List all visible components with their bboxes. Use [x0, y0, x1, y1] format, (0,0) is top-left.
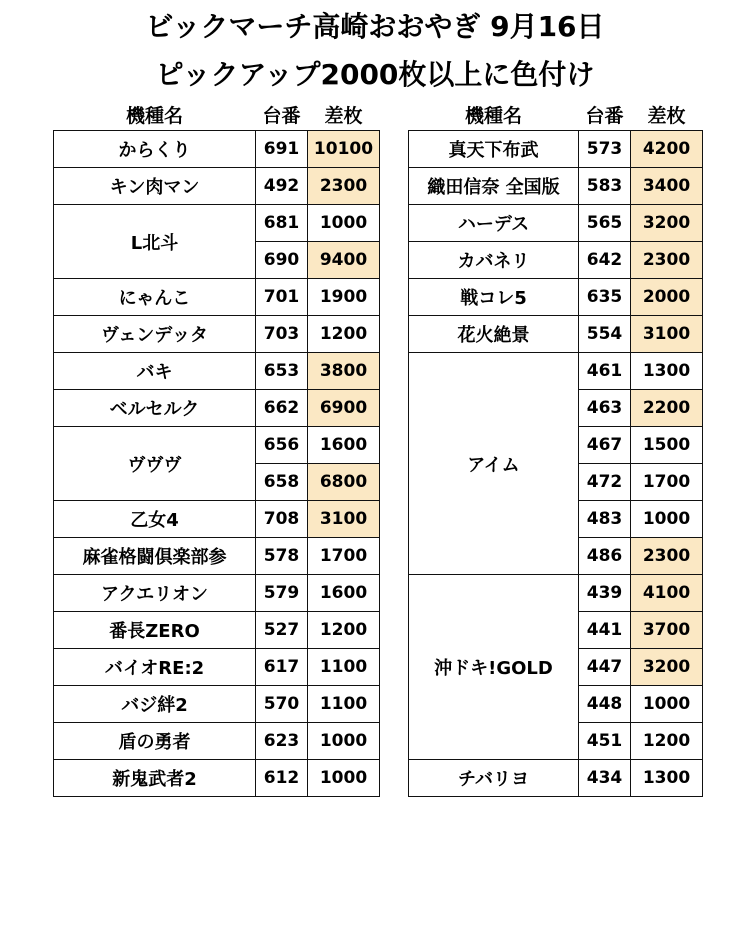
machine-name-cell: アクエリオン: [54, 575, 256, 612]
right-table: [408, 98, 703, 797]
unit-number-cell: 570: [256, 686, 308, 723]
unit-number-cell: 656: [256, 427, 308, 464]
unit-number-cell: 703: [256, 316, 308, 353]
unit-number-cell: 662: [256, 390, 308, 427]
header-machine: 機種名: [464, 104, 522, 127]
table-row: [409, 279, 703, 316]
unit-number-cell: 642: [579, 242, 631, 279]
machine-name-cell: 戦コレ5: [409, 279, 579, 316]
unit-number-cell: 492: [256, 168, 308, 205]
diff-cell: 10100: [308, 131, 380, 168]
table-row: [54, 168, 380, 205]
diff-cell: 1200: [308, 612, 380, 649]
unit-number-cell: 472: [579, 464, 631, 501]
diff-cell: 2300: [308, 168, 380, 205]
unit-number-cell: 447: [579, 649, 631, 686]
diff-cell: 6800: [308, 464, 380, 501]
diff-cell: 1200: [631, 723, 703, 760]
machine-name-cell: 新鬼武者2: [54, 760, 256, 797]
unit-number-cell: 701: [256, 279, 308, 316]
machine-name-cell: ヴェンデッタ: [54, 316, 256, 353]
header-row: [409, 98, 703, 131]
unit-number-cell: 448: [579, 686, 631, 723]
header-number: 台番: [585, 104, 624, 127]
machine-name-cell: 真天下布武: [409, 131, 579, 168]
diff-cell: 2300: [631, 242, 703, 279]
diff-cell: 1000: [308, 723, 380, 760]
machine-name-cell: キン肉マン: [54, 168, 256, 205]
table-row: [409, 131, 703, 168]
diff-cell: 1300: [631, 353, 703, 390]
unit-number-cell: 434: [579, 760, 631, 797]
table-row: [409, 205, 703, 242]
unit-number-cell: 527: [256, 612, 308, 649]
machine-name-cell: 盾の勇者: [54, 723, 256, 760]
table-row: [54, 205, 380, 242]
table-row: [54, 723, 380, 760]
unit-number-cell: 691: [256, 131, 308, 168]
machine-name-cell: 花火絶景: [409, 316, 579, 353]
machine-name-cell: バキ: [54, 353, 256, 390]
diff-cell: 1200: [308, 316, 380, 353]
machine-name-cell: アイム: [409, 353, 579, 575]
page-title: ビックマーチ高崎おおやぎ 9月16日: [145, 10, 605, 43]
diff-cell: 4100: [631, 575, 703, 612]
table-row: [54, 649, 380, 686]
diff-cell: 1600: [308, 575, 380, 612]
diff-cell: 3200: [631, 649, 703, 686]
unit-number-cell: 565: [579, 205, 631, 242]
left-table-body: [54, 131, 380, 797]
diff-cell: 1000: [308, 205, 380, 242]
table-row: [409, 242, 703, 279]
unit-number-cell: 583: [579, 168, 631, 205]
diff-cell: 2200: [631, 390, 703, 427]
diff-cell: 1100: [308, 686, 380, 723]
unit-number-cell: 486: [579, 538, 631, 575]
unit-number-cell: 623: [256, 723, 308, 760]
unit-number-cell: 467: [579, 427, 631, 464]
unit-number-cell: 635: [579, 279, 631, 316]
table-row: [54, 316, 380, 353]
diff-cell: 9400: [308, 242, 380, 279]
machine-name-cell: 麻雀格闘倶楽部参: [54, 538, 256, 575]
unit-number-cell: 441: [579, 612, 631, 649]
machine-name-cell: ヴヴヴ: [54, 427, 256, 501]
unit-number-cell: 463: [579, 390, 631, 427]
table-row: [409, 316, 703, 353]
unit-number-cell: 612: [256, 760, 308, 797]
diff-cell: 1000: [631, 686, 703, 723]
diff-cell: 3400: [631, 168, 703, 205]
machine-name-cell: L北斗: [54, 205, 256, 279]
header-diff: 差枚: [324, 104, 363, 127]
unit-number-cell: 483: [579, 501, 631, 538]
table-row: [54, 538, 380, 575]
table-row: [54, 686, 380, 723]
machine-name-cell: 織田信奈 全国版: [409, 168, 579, 205]
diff-cell: 1600: [308, 427, 380, 464]
table-row: [54, 501, 380, 538]
diff-cell: 3100: [308, 501, 380, 538]
unit-number-cell: 617: [256, 649, 308, 686]
diff-cell: 1900: [308, 279, 380, 316]
table-row: [54, 131, 380, 168]
right-table-body: [409, 131, 703, 797]
diff-cell: 2300: [631, 538, 703, 575]
table-row: [54, 353, 380, 390]
diff-cell: 1700: [631, 464, 703, 501]
unit-number-cell: 681: [256, 205, 308, 242]
unit-number-cell: 690: [256, 242, 308, 279]
diff-cell: 3100: [631, 316, 703, 353]
diff-cell: 1700: [308, 538, 380, 575]
header-diff: 差枚: [647, 104, 686, 127]
machine-name-cell: チバリヨ: [409, 760, 579, 797]
machine-name-cell: 乙女4: [54, 501, 256, 538]
machine-name-cell: 沖ドキ!GOLD: [409, 575, 579, 760]
page-subtitle: ピックアップ2000枚以上に色付け: [155, 58, 595, 91]
table-row: [54, 760, 380, 797]
diff-cell: 1500: [631, 427, 703, 464]
header-row: [54, 98, 380, 131]
diff-cell: 3200: [631, 205, 703, 242]
table-row: [409, 168, 703, 205]
left-table: [53, 98, 380, 797]
diff-cell: 1000: [308, 760, 380, 797]
machine-name-cell: バジ絆2: [54, 686, 256, 723]
machine-name-cell: バイオRE:2: [54, 649, 256, 686]
unit-number-cell: 554: [579, 316, 631, 353]
unit-number-cell: 573: [579, 131, 631, 168]
diff-cell: 1300: [631, 760, 703, 797]
unit-number-cell: 451: [579, 723, 631, 760]
diff-cell: 4200: [631, 131, 703, 168]
table-row: [54, 575, 380, 612]
table-row: [54, 427, 380, 464]
machine-name-cell: カバネリ: [409, 242, 579, 279]
table-row: [409, 760, 703, 797]
unit-number-cell: 708: [256, 501, 308, 538]
diff-cell: 1100: [308, 649, 380, 686]
unit-number-cell: 578: [256, 538, 308, 575]
diff-cell: 6900: [308, 390, 380, 427]
machine-name-cell: ハーデス: [409, 205, 579, 242]
machine-name-cell: にゃんこ: [54, 279, 256, 316]
machine-name-cell: からくり: [54, 131, 256, 168]
diff-cell: 1000: [631, 501, 703, 538]
header-machine: 機種名: [125, 104, 183, 127]
unit-number-cell: 653: [256, 353, 308, 390]
unit-number-cell: 461: [579, 353, 631, 390]
unit-number-cell: 439: [579, 575, 631, 612]
table-row: [54, 612, 380, 649]
table-row: [54, 390, 380, 427]
diff-cell: 3800: [308, 353, 380, 390]
unit-number-cell: 658: [256, 464, 308, 501]
diff-cell: 3700: [631, 612, 703, 649]
diff-cell: 2000: [631, 279, 703, 316]
machine-name-cell: 番長ZERO: [54, 612, 256, 649]
machine-name-cell: ベルセルク: [54, 390, 256, 427]
table-row: [54, 279, 380, 316]
header-number: 台番: [262, 104, 301, 127]
unit-number-cell: 579: [256, 575, 308, 612]
table-row: [409, 575, 703, 612]
table-row: [409, 353, 703, 390]
